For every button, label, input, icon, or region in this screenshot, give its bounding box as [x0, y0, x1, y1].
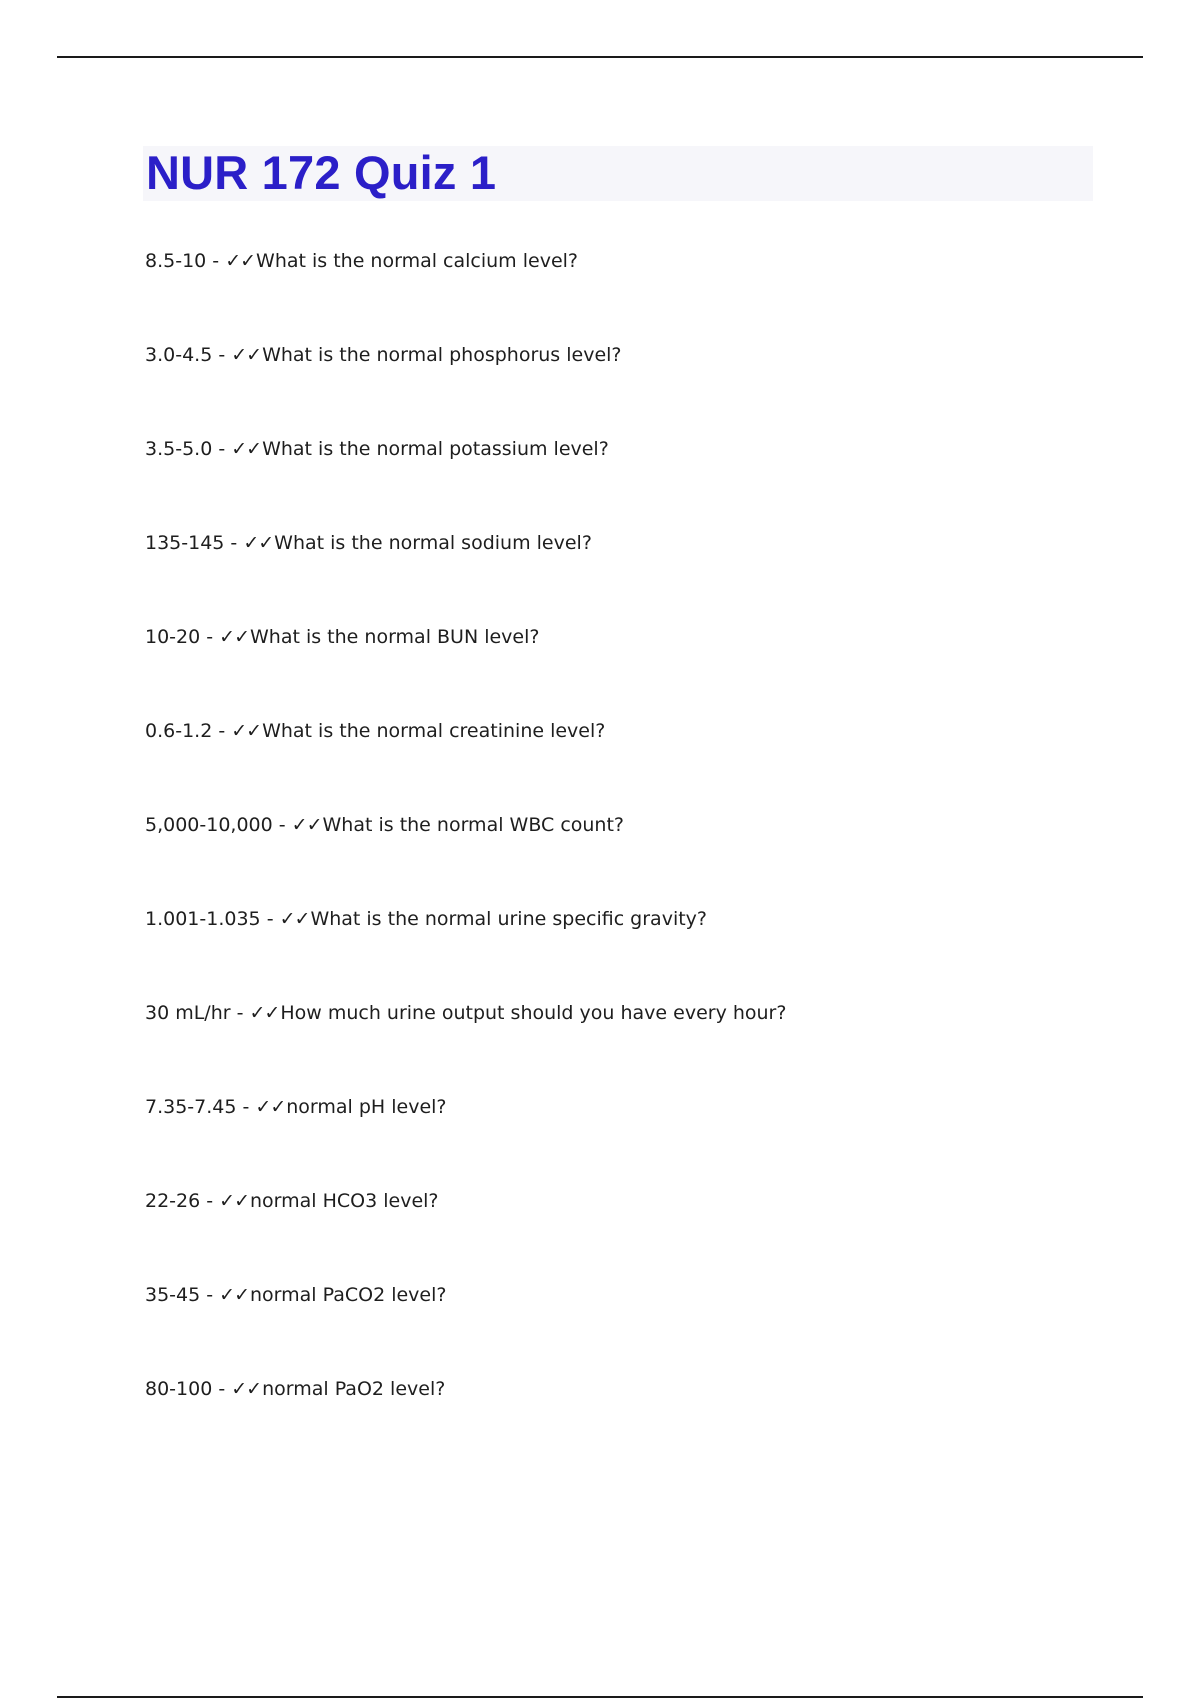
question-text: What is the normal potassium level?: [262, 438, 609, 460]
answer-text: 80-100: [145, 1378, 213, 1400]
list-item: [145, 718, 1085, 812]
double-check-icon: ✓✓: [243, 532, 274, 554]
list-item: [145, 624, 1085, 718]
separator: -: [212, 720, 232, 742]
answer-text: 22-26: [145, 1190, 201, 1212]
answer-text: 3.5-5.0: [145, 438, 213, 460]
list-item: [145, 436, 1085, 530]
list-item: [145, 1000, 1085, 1094]
answer-text: 0.6-1.2: [145, 720, 213, 742]
double-check-icon: ✓✓: [231, 438, 262, 460]
answer-text: 30 mL/hr: [145, 1002, 231, 1024]
answer-text: 3.0-4.5: [145, 344, 213, 366]
separator: -: [212, 438, 232, 460]
question-text: How much urine output should you have every hour?: [280, 1002, 787, 1024]
answer-text: 1.001-1.035: [145, 908, 261, 930]
answer-text: 135-145: [145, 532, 225, 554]
double-check-icon: ✓✓: [231, 344, 262, 366]
question-text: normal pH level?: [286, 1096, 447, 1118]
double-check-icon: ✓✓: [279, 908, 310, 930]
qa-list: [145, 248, 1085, 1470]
question-text: What is the normal calcium level?: [256, 250, 578, 272]
question-text: normal HCO3 level?: [250, 1190, 439, 1212]
list-item: [145, 906, 1085, 1000]
double-check-icon: ✓✓: [255, 1096, 286, 1118]
question-text: What is the normal WBC count?: [322, 814, 625, 836]
double-check-icon: ✓✓: [231, 720, 262, 742]
question-text: What is the normal creatinine level?: [262, 720, 606, 742]
double-check-icon: ✓✓: [219, 626, 249, 648]
list-item: [145, 530, 1085, 624]
separator: -: [212, 1378, 232, 1400]
question-text: normal PaCO2 level?: [250, 1284, 447, 1306]
separator: -: [230, 1002, 250, 1024]
separator: -: [206, 250, 226, 272]
answer-text: 5,000-10,000: [145, 814, 273, 836]
list-item: [145, 342, 1085, 436]
double-check-icon: ✓✓: [231, 1378, 262, 1400]
separator: -: [260, 908, 280, 930]
answer-text: 10-20: [145, 626, 201, 648]
answer-text: 8.5-10: [145, 250, 207, 272]
separator: -: [200, 1190, 220, 1212]
list-item: [145, 812, 1085, 906]
bottom-rule: [57, 1696, 1143, 1698]
list-item: [145, 248, 1085, 342]
page-title: NUR 172 Quiz 1: [146, 146, 497, 199]
answer-text: 35-45: [145, 1284, 201, 1306]
double-check-icon: ✓✓: [219, 1190, 249, 1212]
question-text: What is the normal sodium level?: [274, 532, 592, 554]
double-check-icon: ✓✓: [219, 1284, 249, 1306]
separator: -: [272, 814, 292, 836]
separator: -: [224, 532, 244, 554]
question-text: What is the normal urine specific gravity?: [310, 908, 707, 930]
separator: -: [200, 626, 220, 648]
top-rule: [57, 56, 1143, 58]
double-check-icon: ✓✓: [249, 1002, 280, 1024]
answer-text: 7.35-7.45: [145, 1096, 237, 1118]
double-check-icon: ✓✓: [291, 814, 322, 836]
separator: -: [200, 1284, 220, 1306]
list-item: [145, 1188, 1085, 1282]
list-item: [145, 1376, 1085, 1470]
question-text: normal PaO2 level?: [262, 1378, 446, 1400]
separator: -: [236, 1096, 256, 1118]
list-item: [145, 1282, 1085, 1376]
list-item: [145, 1094, 1085, 1188]
separator: -: [212, 344, 232, 366]
question-text: What is the normal phosphorus level?: [262, 344, 622, 366]
question-text: What is the normal BUN level?: [250, 626, 540, 648]
double-check-icon: ✓✓: [225, 250, 256, 272]
